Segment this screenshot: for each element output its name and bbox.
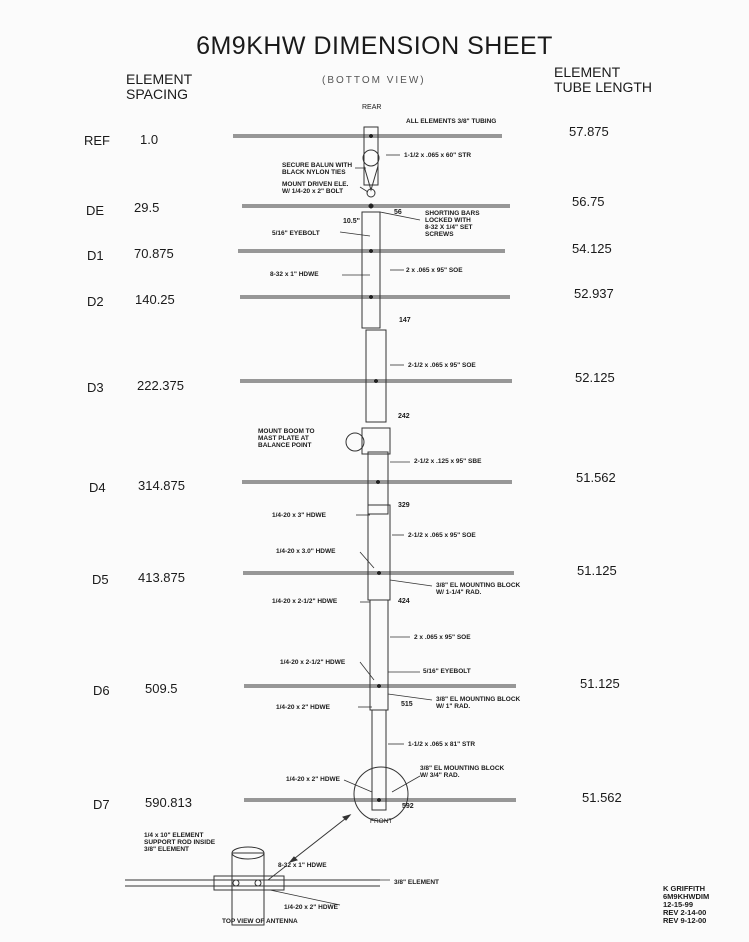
detail-circle — [354, 767, 408, 821]
hdwe-832-top-note: 8-32 x 1" HDWE — [278, 862, 327, 869]
spacing-header-line2: SPACING — [126, 86, 188, 102]
dim-329: 329 — [398, 502, 410, 509]
date: 12-15-99 — [663, 900, 694, 909]
spacing-de: 29.5 — [134, 200, 160, 215]
boom-section-7 — [372, 710, 386, 810]
dim-515: 515 — [401, 701, 413, 708]
element-38-note: 3/8" ELEMENT — [394, 879, 439, 886]
eyebolt-top-note: 5/16" EYEBOLT — [272, 230, 320, 237]
revision-1: REV 2-14-00 — [663, 908, 707, 917]
tube-ref: 57.875 — [569, 124, 609, 139]
boom-section-6 — [370, 600, 388, 710]
shorting-line3: 8-32 X 1/4" SET — [425, 224, 473, 231]
top-view-mast — [232, 853, 264, 925]
boom1-spec: 1-1/2 x .065 x 60" STR — [404, 152, 472, 159]
all-elements-note: ALL ELEMENTS 3/8" TUBING — [406, 118, 497, 125]
boom6-spec: 2 x .065 x 95" SOE — [414, 634, 471, 641]
author: K GRIFFITH — [663, 884, 706, 893]
shorting-line1: SHORTING BARS — [425, 210, 480, 217]
spacing-d4: 314.875 — [138, 478, 185, 493]
block-d7-line2: W/ 3/4" RAD. — [420, 772, 460, 779]
hdwe-2-5a-note: 1/4-20 x 2-1/2" HDWE — [272, 598, 338, 605]
top-view-caption: TOP VIEW OF ANTENNA — [222, 918, 298, 925]
row-label-d2: D2 — [87, 294, 104, 309]
balun-note — [282, 162, 352, 176]
support-rod-note — [144, 832, 215, 853]
tube-de: 56.75 — [572, 194, 605, 209]
tube-d6: 51.125 — [580, 676, 620, 691]
tube-header-line2: TUBE LENGTH — [554, 79, 653, 95]
spacing-d3: 222.375 — [137, 378, 184, 393]
spacing-ref: 1.0 — [140, 132, 159, 147]
boom-section-5 — [368, 505, 390, 600]
spacing-d5: 413.875 — [138, 570, 185, 585]
boom-section-3 — [366, 330, 386, 422]
row-label-d4: D4 — [89, 480, 106, 495]
tube-header-line1: ELEMENT — [554, 64, 621, 80]
shorting-line4: SCREWS — [425, 231, 454, 238]
block-d5-note — [436, 582, 520, 596]
mount-boom-line3: BALANCE POINT — [258, 442, 312, 449]
row-label-d1: D1 — [87, 248, 104, 263]
boom-section-2 — [362, 212, 380, 328]
rear-label: REAR — [362, 104, 382, 111]
row-label-d3: D3 — [87, 380, 104, 395]
spacing-d6: 509.5 — [145, 681, 178, 696]
hdwe-2-5b-note: 1/4-20 x 2-1/2" HDWE — [280, 659, 346, 666]
boom5-spec: 2-1/2 x .065 x 95" SOE — [408, 532, 476, 539]
block-d5-line1: 3/8" EL MOUNTING BLOCK — [436, 582, 521, 589]
hdwe-2b-note: 1/4-20 x 2" HDWE — [286, 776, 341, 783]
view-header: (BOTTOM VIEW) — [322, 75, 426, 86]
dim-424: 424 — [398, 598, 410, 605]
block-d7-line1: 3/8" EL MOUNTING BLOCK — [420, 765, 505, 772]
support-rod-line2: SUPPORT ROD INSIDE — [144, 839, 216, 846]
mount-driven-line1: MOUNT DRIVEN ELE. — [282, 181, 349, 188]
sheet-title: 6M9KHW DIMENSION SHEET — [196, 32, 553, 60]
support-rod-line3: 3/8" ELEMENT — [144, 846, 189, 853]
spacing-header-line1: ELEMENT — [126, 71, 193, 87]
tube-d4: 51.562 — [576, 470, 616, 485]
tube-d1: 54.125 — [572, 241, 612, 256]
mast-clamp — [346, 433, 364, 451]
hdwe-2-top-note: 1/4-20 x 2" HDWE — [284, 904, 339, 911]
dim-147: 147 — [399, 317, 411, 324]
block-d7-note — [420, 765, 504, 779]
dim-242: 242 — [398, 413, 410, 420]
revision-block — [663, 885, 709, 925]
balun-loop — [363, 150, 379, 166]
spacing-d2: 140.25 — [135, 292, 175, 307]
eyebolt-bottom-note: 5/16" EYEBOLT — [423, 668, 471, 675]
drawing-id: 6M9KHWDIM — [663, 892, 710, 901]
row-label-d7: D7 — [93, 797, 110, 812]
block-d6-line1: 3/8" EL MOUNTING BLOCK — [436, 696, 521, 703]
block-d6-note — [436, 696, 520, 710]
mount-boom-note — [258, 428, 315, 449]
mount-boom-line1: MOUNT BOOM TO — [258, 428, 315, 435]
boom3-spec: 2-1/2 x .065 x 95" SOE — [408, 362, 476, 369]
hdwe-832-note: 8-32 x 1" HDWE — [270, 271, 319, 278]
spacing-d1: 70.875 — [134, 246, 174, 261]
mount-driven-note — [282, 181, 348, 195]
mount-boom-line2: MAST PLATE AT — [258, 435, 309, 442]
dim-592: 592 — [402, 803, 414, 810]
dim-10-5: 10.5" — [343, 218, 360, 225]
support-rod-line1: 1/4 x 10" ELEMENT — [144, 832, 204, 839]
shorting-line2: LOCKED WITH — [425, 217, 471, 224]
hdwe-3-note: 1/4-20 x 3" HDWE — [272, 512, 327, 519]
dim-56: 56 — [394, 209, 402, 216]
boom4-spec: 2-1/2 x .125 x 95" SBE — [414, 458, 482, 465]
row-label-ref: REF — [84, 133, 110, 148]
shorting-bars-note — [425, 210, 480, 238]
row-label-de: DE — [86, 203, 105, 218]
front-label: FRONT — [370, 818, 393, 825]
tube-d2: 52.937 — [574, 286, 614, 301]
tube-d3: 52.125 — [575, 370, 615, 385]
balun-note-line2: BLACK NYLON TIES — [282, 169, 346, 176]
block-d6-line2: W/ 1" RAD. — [436, 703, 471, 710]
row-label-d5: D5 — [92, 572, 109, 587]
boom2-spec: 2 x .065 x 95" SOE — [406, 267, 463, 274]
hdwe-3-0-note: 1/4-20 x 3.0" HDWE — [276, 548, 336, 555]
tube-d7: 51.562 — [582, 790, 622, 805]
hdwe-2a-note: 1/4-20 x 2" HDWE — [276, 704, 331, 711]
block-d5-line2: W/ 1-1/4" RAD. — [436, 589, 482, 596]
revision-2: REV 9-12-00 — [663, 916, 707, 925]
balun-note-line1: SECURE BALUN WITH — [282, 162, 353, 169]
tube-d5: 51.125 — [577, 563, 617, 578]
mount-driven-line2: W/ 1/4-20 x 2" BOLT — [282, 188, 344, 195]
spacing-d7: 590.813 — [145, 795, 192, 810]
boom7-spec: 1-1/2 x .065 x 81" STR — [408, 741, 476, 748]
row-label-d6: D6 — [93, 683, 110, 698]
